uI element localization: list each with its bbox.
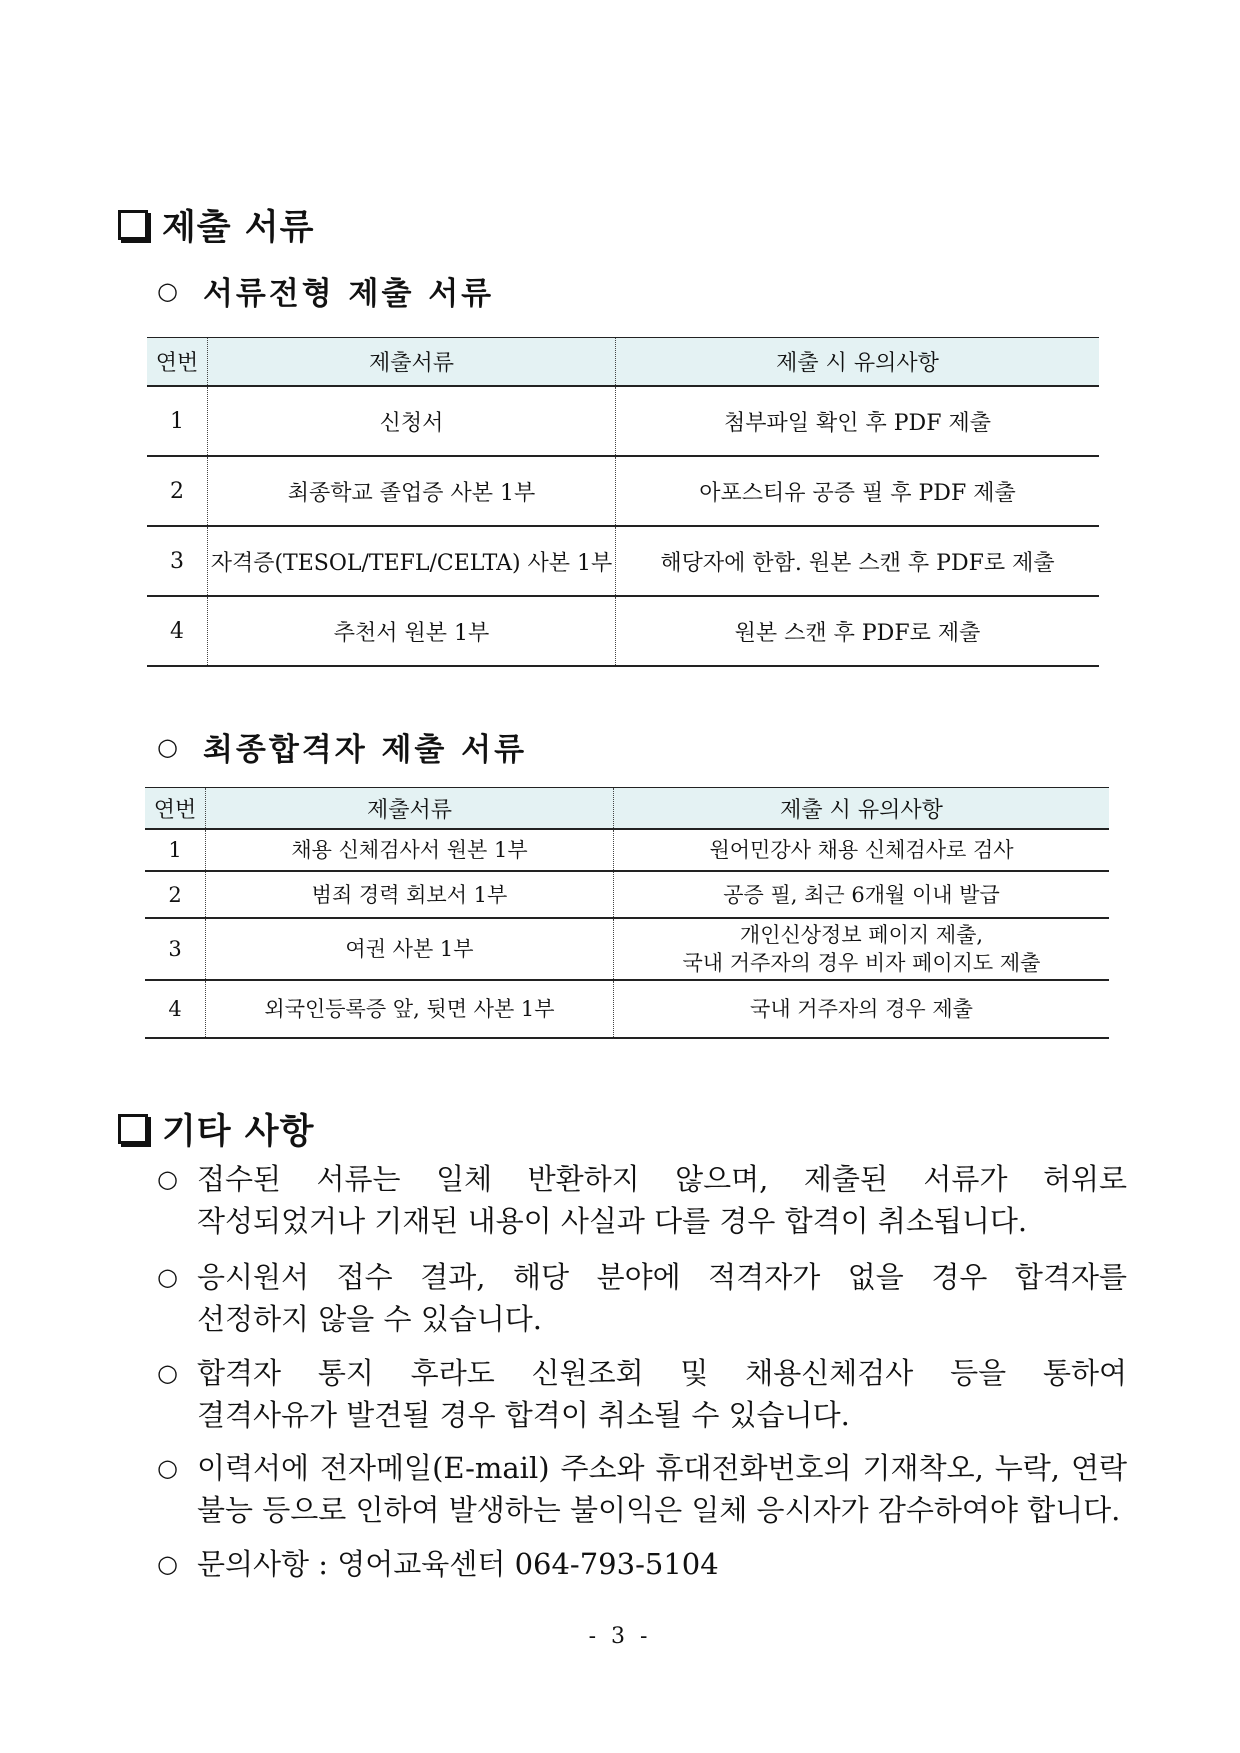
cell-no: 1	[147, 386, 208, 456]
table-row	[147, 596, 1099, 666]
circle-bullet-icon: ○	[157, 1359, 178, 1387]
cell-document: 채용 신체검사서 원본 1부	[206, 829, 614, 871]
table-row	[147, 526, 1099, 596]
list-item-line: 작성되었거나 기재된 내용이 사실과 다를 경우 합격이 취소됩니다.	[197, 1204, 1028, 1238]
cell-document: 추천서 원본 1부	[208, 596, 616, 666]
table-row	[145, 980, 1109, 1038]
list-item-line: 접수된 서류는 일체 반환하지 않으며, 제출된 서류가 허위로	[197, 1162, 1127, 1196]
list-item	[157, 1158, 1127, 1242]
cell-note: 국내 거주자의 경우 제출	[614, 980, 1110, 1038]
cell-no: 2	[147, 456, 208, 526]
cell-no: 3	[145, 918, 206, 980]
list-item-line: 문의사항 : 영어교육센터 064-793-5104	[197, 1547, 719, 1581]
cell-no: 4	[145, 980, 206, 1038]
subsection-title-final	[157, 724, 527, 769]
section-title-text: 제출 서류	[162, 208, 315, 248]
circle-bullet-icon: ○	[157, 1550, 178, 1578]
cell-no: 3	[147, 526, 208, 596]
list-item-line: 이력서에 전자메일(E-mail) 주소와 휴대전화번호의 기재착오, 누락, 연락	[197, 1451, 1127, 1485]
list-item-line: 합격자 통지 후라도 신원조회 및 채용신체검사 등을 통하여	[197, 1356, 1127, 1390]
section-title-other	[118, 1104, 314, 1154]
table-row	[145, 829, 1109, 871]
circle-bullet-icon: ○	[157, 732, 181, 761]
cell-note: 해당자에 한함. 원본 스캔 후 PDF로 제출	[616, 526, 1100, 596]
cell-document: 신청서	[208, 386, 616, 456]
cell-document: 자격증(TESOL/TEFL/CELTA) 사본 1부	[208, 526, 616, 596]
cell-note: 원본 스캔 후 PDF로 제출	[616, 596, 1100, 666]
list-item	[157, 1447, 1127, 1531]
list-item-line: 불능 등으로 인하여 발생하는 불이익은 일체 응시자가 감수하여야 합니다.	[197, 1493, 1121, 1527]
header-notes: 제출 시 유의사항	[616, 338, 1100, 387]
header-notes: 제출 시 유의사항	[614, 788, 1110, 830]
table-header-row	[147, 338, 1099, 387]
cell-note: 원어민강사 채용 신체검사로 검사	[614, 829, 1110, 871]
cell-note: 아포스티유 공증 필 후 PDF 제출	[616, 456, 1100, 526]
cell-document: 여권 사본 1부	[206, 918, 614, 980]
table-header-row	[145, 788, 1109, 830]
table-row	[145, 918, 1109, 980]
circle-bullet-icon: ○	[157, 1263, 178, 1291]
cell-no: 1	[145, 829, 206, 871]
list-item-line: 결격사유가 발견될 경우 합격이 취소될 수 있습니다.	[197, 1398, 850, 1432]
checkbox-square-icon	[118, 210, 148, 240]
screening-documents-table	[147, 337, 1099, 667]
cell-no: 2	[145, 871, 206, 918]
subsection-title-text: 최종합격자 제출 서류	[202, 732, 528, 768]
cell-document: 외국인등록증 앞, 뒷면 사본 1부	[206, 980, 614, 1038]
cell-note-line1: 개인신상정보 페이지 제출,	[739, 923, 984, 947]
circle-bullet-icon: ○	[157, 1454, 178, 1482]
list-item-line: 선정하지 않을 수 있습니다.	[197, 1302, 543, 1336]
cell-document: 최종학교 졸업증 사본 1부	[208, 456, 616, 526]
final-documents-table	[145, 787, 1109, 1039]
cell-note	[614, 918, 1110, 980]
cell-note: 공증 필, 최근 6개월 이내 발급	[614, 871, 1110, 918]
header-no: 연번	[147, 338, 208, 387]
table-row	[147, 386, 1099, 456]
section-title-submission	[118, 200, 314, 250]
table-row	[147, 456, 1099, 526]
section-title-text: 기타 사항	[162, 1112, 315, 1152]
cell-note: 첨부파일 확인 후 PDF 제출	[616, 386, 1100, 456]
list-item	[157, 1256, 1127, 1340]
subsection-title-text: 서류전형 제출 서류	[202, 276, 495, 312]
circle-bullet-icon: ○	[157, 1165, 178, 1193]
cell-no: 4	[147, 596, 208, 666]
list-item	[157, 1352, 1127, 1436]
list-item-line: 응시원서 접수 결과, 해당 분야에 적격자가 없을 경우 합격자를	[197, 1260, 1127, 1294]
header-no: 연번	[145, 788, 206, 830]
circle-bullet-icon: ○	[157, 276, 181, 305]
header-document: 제출서류	[206, 788, 614, 830]
cell-note-line2: 국내 거주자의 경우 비자 페이지도 제출	[682, 951, 1041, 975]
header-document: 제출서류	[208, 338, 616, 387]
checkbox-square-icon	[118, 1114, 148, 1144]
list-item	[157, 1543, 1127, 1585]
cell-document: 범죄 경력 회보서 1부	[206, 871, 614, 918]
subsection-title-screening	[157, 268, 494, 313]
table-row	[145, 871, 1109, 918]
page-number: - 3 -	[588, 1624, 652, 1649]
